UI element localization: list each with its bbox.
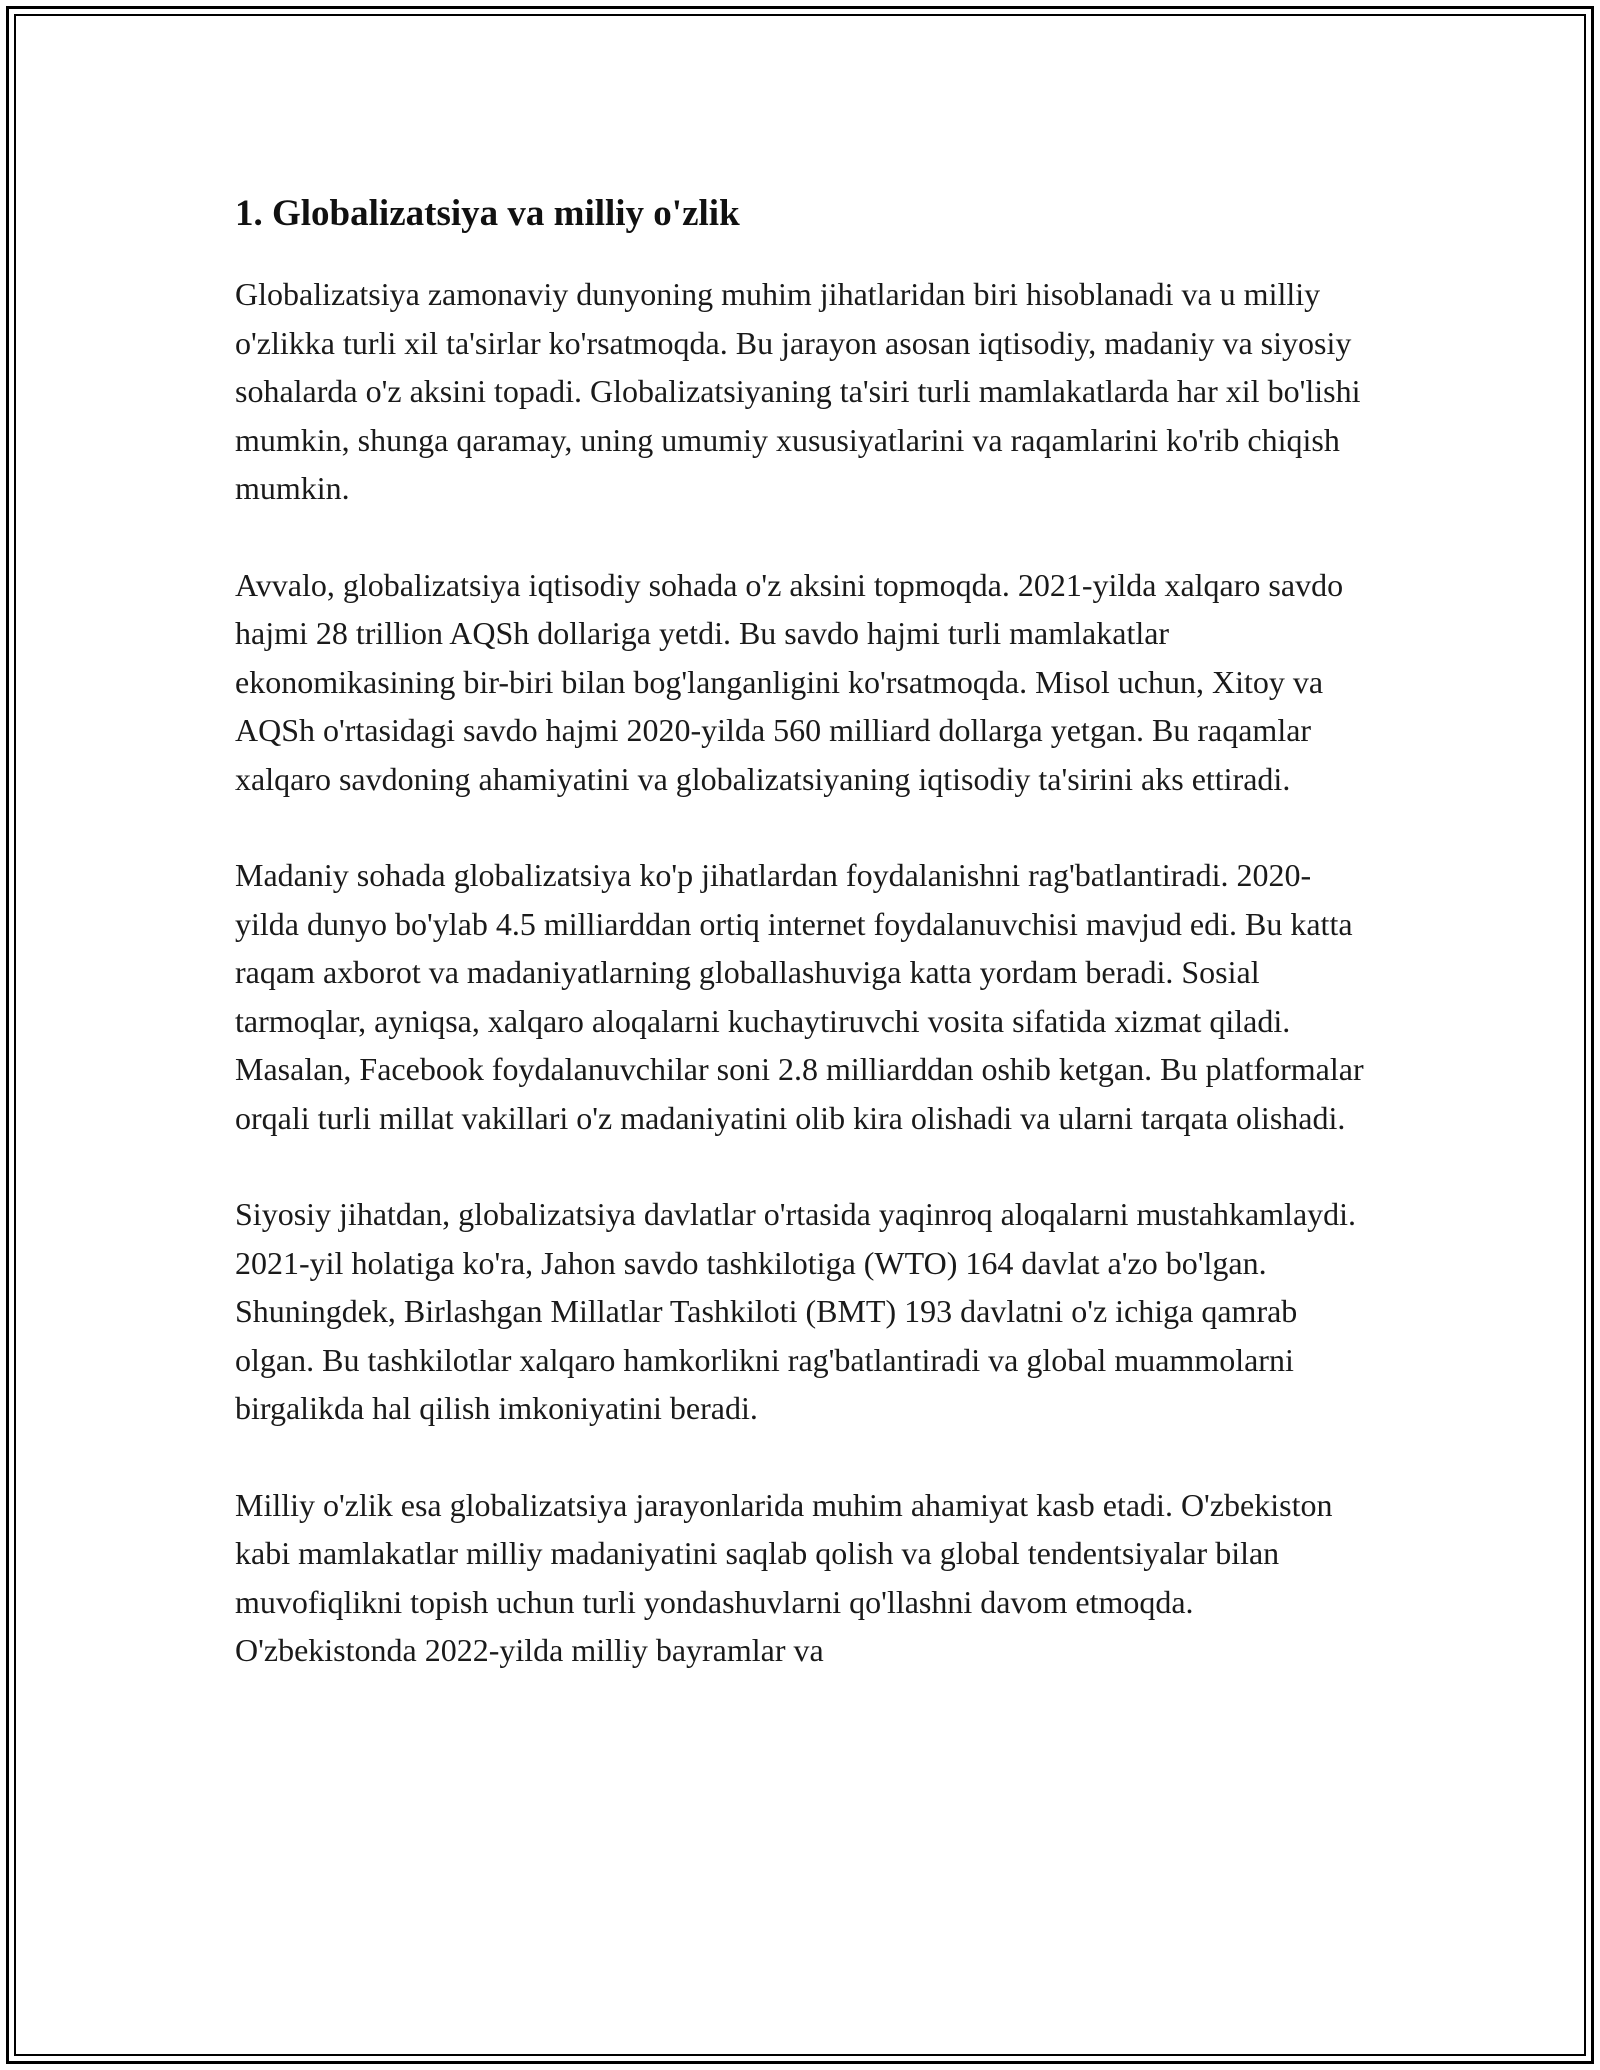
paragraph-economy: Avvalo, globalizatsiya iqtisodiy sohada o'z aksini topmoqda. 2021-yilda xalqaro savdo hajmi 28 trillion AQSh dollariga yetdi. Bu savdo hajmi turli mamlakatlar ekonomikasining bir-biri bilan bog'langanligini ko'rsatmoqda. Misol uchun, Xitoy va AQSh o'rtasidagi savdo hajmi 2020-yilda 560 milliard dollarga yetgan. Bu raqamlar xalqaro savdoning ahamiyatini va globalizatsiyaning iqtisodiy ta'sirini aks ettiradi. [235, 566, 1344, 797]
paragraph-national-identity: Milliy o'zlik esa globalizatsiya jarayonlarida muhim ahamiyat kasb etadi. O'zbekiston kabi mamlakatlar milliy madaniyatini saqlab qolish va global tendentsiyalar bilan muvofiqlikni topish uchun turli yondashuvlarni qo'llashni davom etmoqda. O'zbekistonda 2022-yilda milliy bayramlar va [235, 1486, 1333, 1668]
document-body [235, 186, 1375, 1723]
paragraph-politics: Siyosiy jihatdan, globalizatsiya davlatlar o'rtasida yaqinroq aloqalarni mustahkamlaydi. 2021-yil holatiga ko'ra, Jahon savdo tashkilotiga (WTO) 164 davlat a'zo bo'lgan. Shuningdek, Birlashgan Millatlar Tashkiloti (BMT) 193 davlatni o'z ichiga qamrab olgan. Bu tashkilotlar xalqaro hamkorlikni rag'batlantiradi va global muammolarni birgalikda hal qilish imkoniyatini beradi. [235, 1196, 1357, 1426]
section-title: 1. Globalizatsiya va milliy o'zlik [235, 193, 740, 234]
paragraph-intro: Globalizatsiya zamonaviy dunyoning muhim jihatlaridan biri hisoblanadi va u milliy o'zlikka turli xil ta'sirlar ko'rsatmoqda. Bu jarayon asosan iqtisodiy, madaniy va siyosiy sohalarda o'z aksini topadi. Globalizatsiyaning ta'siri turli mamlakatlarda har xil bo'lishi mumkin, shunga qaramay, uning umumiy xususiyatlarini va raqamlarini ko'rib chiqish mumkin. [235, 276, 1361, 506]
paragraph-culture: Madaniy sohada globalizatsiya ko'p jihatlardan foydalanishni rag'batlantiradi. 2020-yilda dunyo bo'ylab 4.5 milliarddan ortiq internet foydalanuvchisi mavjud edi. Bu katta raqam axborot va madaniyatlarning globallashuviga katta yordam beradi. Sosial tarmoqlar, ayniqsa, xalqaro aloqalarni kuchaytiruvchi vosita sifatida xizmat qiladi. Masalan, Facebook foydalanuvchilar soni 2.8 milliarddan oshib ketgan. Bu platformalar orqali turli millat vakillari o'z madaniyatini olib kira olishadi va ularni tarqata olishadi. [235, 857, 1364, 1136]
